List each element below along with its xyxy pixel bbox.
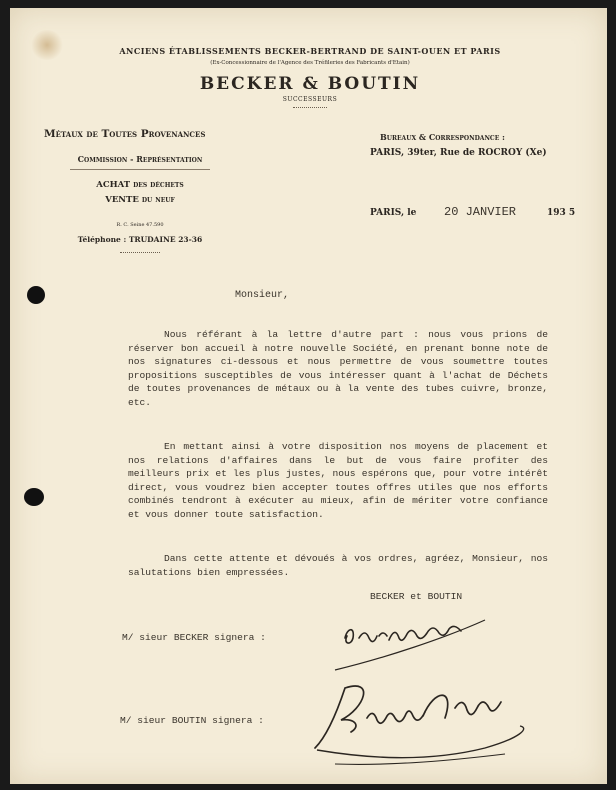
former-company-line: ANCIENS ÉTABLISSEMENTS BECKER-BERTRAND DE SAINT-OUEN ET PARIS [119, 46, 501, 56]
date-place: PARIS, le [370, 208, 417, 218]
paragraph-1: Nous référant à la lettre d'autre part : nous vous prions de réserver bon accueil à notre nouvelle Société, en prenant bonne note de nos signatures ci-dessous et nous permettre de vous soumettre toutes propositions susceptibles de vous intéresser quant à l'achat de Déchets de toutes provenances de métaux ou à la vente des tubes cuivre, bronze, etc. [128, 329, 548, 408]
paragraph-3: Dans cette attente et dévoués à vos ordres, agréez, Monsieur, nos salutations bien empressées. [128, 553, 548, 578]
successors-label: SUCCESSEURS [282, 96, 338, 103]
offices-label: Bureaux & Correspondance : [380, 132, 506, 142]
phone-line: Téléphone : TRUDAINE 23-36 [77, 235, 203, 244]
former-company-subline: (Ex-Concessionnaire de l'Agence des Tréfileries des Fabricants d'Etain) [210, 60, 410, 66]
sell-line: VENTE du neuf [105, 195, 175, 205]
signature-boutin [305, 668, 545, 778]
date-year: 193 5 [547, 208, 576, 218]
trade-heading: Métaux de Toutes Provenances [44, 128, 206, 140]
rule [120, 252, 160, 253]
signature-label-boutin: M/ sieur BOUTIN signera : [120, 715, 264, 726]
salutation: Monsieur, [235, 290, 290, 301]
rule [70, 169, 210, 170]
divider [293, 107, 327, 108]
punch-hole-top [27, 286, 45, 304]
commission-line: Commission - Représentation [77, 154, 203, 164]
buy-line: ACHAT des déchets [96, 180, 184, 190]
registration: R. C. Seine 47.590 [116, 222, 164, 228]
paragraph-2: En mettant ainsi à votre disposition nos moyens de placement et nos relations d'affaires dans le but de vous faire profiter des meilleurs prix et les plus justes, nous espérons que, pour votre intérêt direct, vous voudrez bien accepter toutes offres utiles que nos efforts combinés tendront à exécuter au mieux, afin de mériter votre confiance et vous donner toute satisfaction. [128, 441, 548, 520]
date-day: 20 JANVIER [444, 205, 517, 219]
closing-signature-name: BECKER et BOUTIN [370, 591, 463, 602]
letter-sheet [10, 8, 607, 784]
punch-hole-bottom [24, 488, 44, 506]
signature-label-becker: M/ sieur BECKER signera : [122, 632, 266, 643]
office-address: PARIS, 39ter, Rue de ROCROY (Xe) [370, 148, 547, 158]
company-name: BECKER & BOUTIN [199, 74, 421, 94]
